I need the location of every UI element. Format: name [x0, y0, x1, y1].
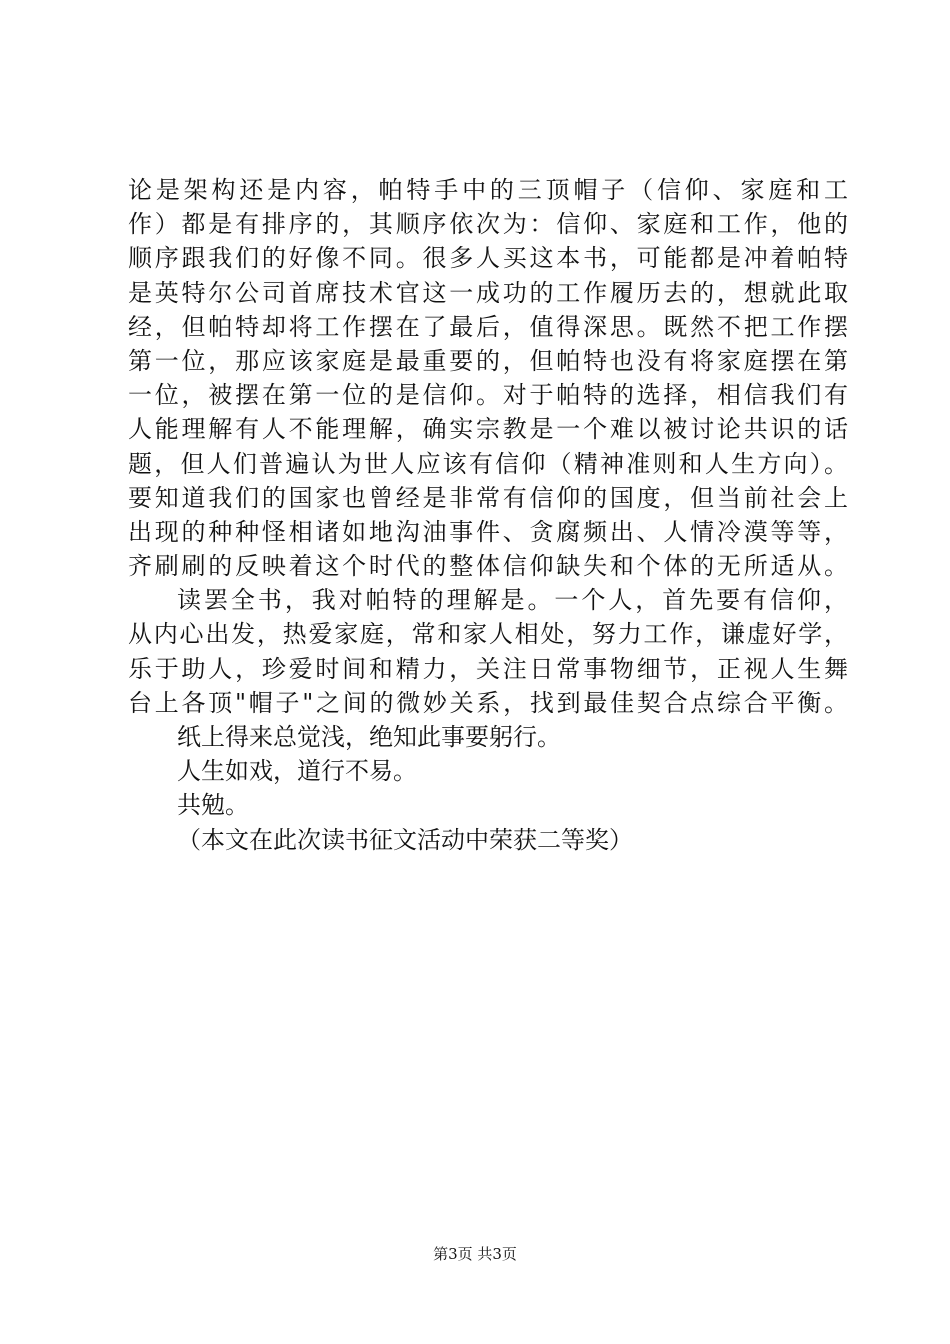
text-line: 从内心出发，热爱家庭，常和家人相处，努力工作，谦虚好学，: [128, 620, 848, 649]
text-line: 齐刷刷的反映着这个时代的整体信仰缺失和个体的无所适从。: [128, 552, 848, 581]
text-line: 共勉。: [177, 791, 249, 820]
text-line: 作）都是有排序的，其顺序依次为：信仰、家庭和工作，他的: [128, 210, 848, 239]
text-line: 是英特尔公司首席技术官这一成功的工作履历去的，想就此取: [128, 278, 848, 307]
text-line: 台上各顶"帽子"之间的微妙关系，找到最佳契合点综合平衡。: [128, 688, 848, 717]
text-line: 题，但人们普遍认为世人应该有信仰（精神准则和人生方向）。: [128, 449, 848, 478]
document-body: [128, 173, 848, 857]
text-line: 经，但帕特却将工作摆在了最后，值得深思。既然不把工作摆: [128, 312, 848, 341]
text-line: 出现的种种怪相诸如地沟油事件、贪腐频出、人情冷漠等等，: [128, 517, 848, 546]
text-line: 顺序跟我们的好像不同。很多人买这本书，可能都是冲着帕特: [128, 244, 848, 273]
text-line: 纸上得来总觉浅，绝知此事要躬行。: [177, 723, 561, 751]
text-line: 人生如戏，道行不易。: [177, 757, 417, 786]
award-note: （本文在此次读书征文活动中荣获二等奖）: [177, 825, 633, 854]
text-line: 第一位，那应该家庭是最重要的，但帕特也没有将家庭摆在第: [128, 346, 848, 375]
text-line: 读罢全书，我对帕特的理解是。一个人，首先要有信仰，: [177, 586, 848, 615]
page-footer: [0, 1243, 950, 1264]
text-line: 人能理解有人不能理解，确实宗教是一个难以被讨论共识的话: [128, 415, 848, 444]
text-line: 一位，被摆在第一位的是信仰。对于帕特的选择，相信我们有: [128, 381, 848, 410]
page-number: 第3页 共3页: [433, 1245, 517, 1263]
text-line: 乐于助人，珍爱时间和精力，关注日常事物细节，正视人生舞: [128, 654, 848, 683]
text-line: 要知道我们的国家也曾经是非常有信仰的国度，但当前社会上: [128, 483, 848, 512]
text-line: 论是架构还是内容，帕特手中的三顶帽子（信仰、家庭和工: [128, 176, 848, 204]
